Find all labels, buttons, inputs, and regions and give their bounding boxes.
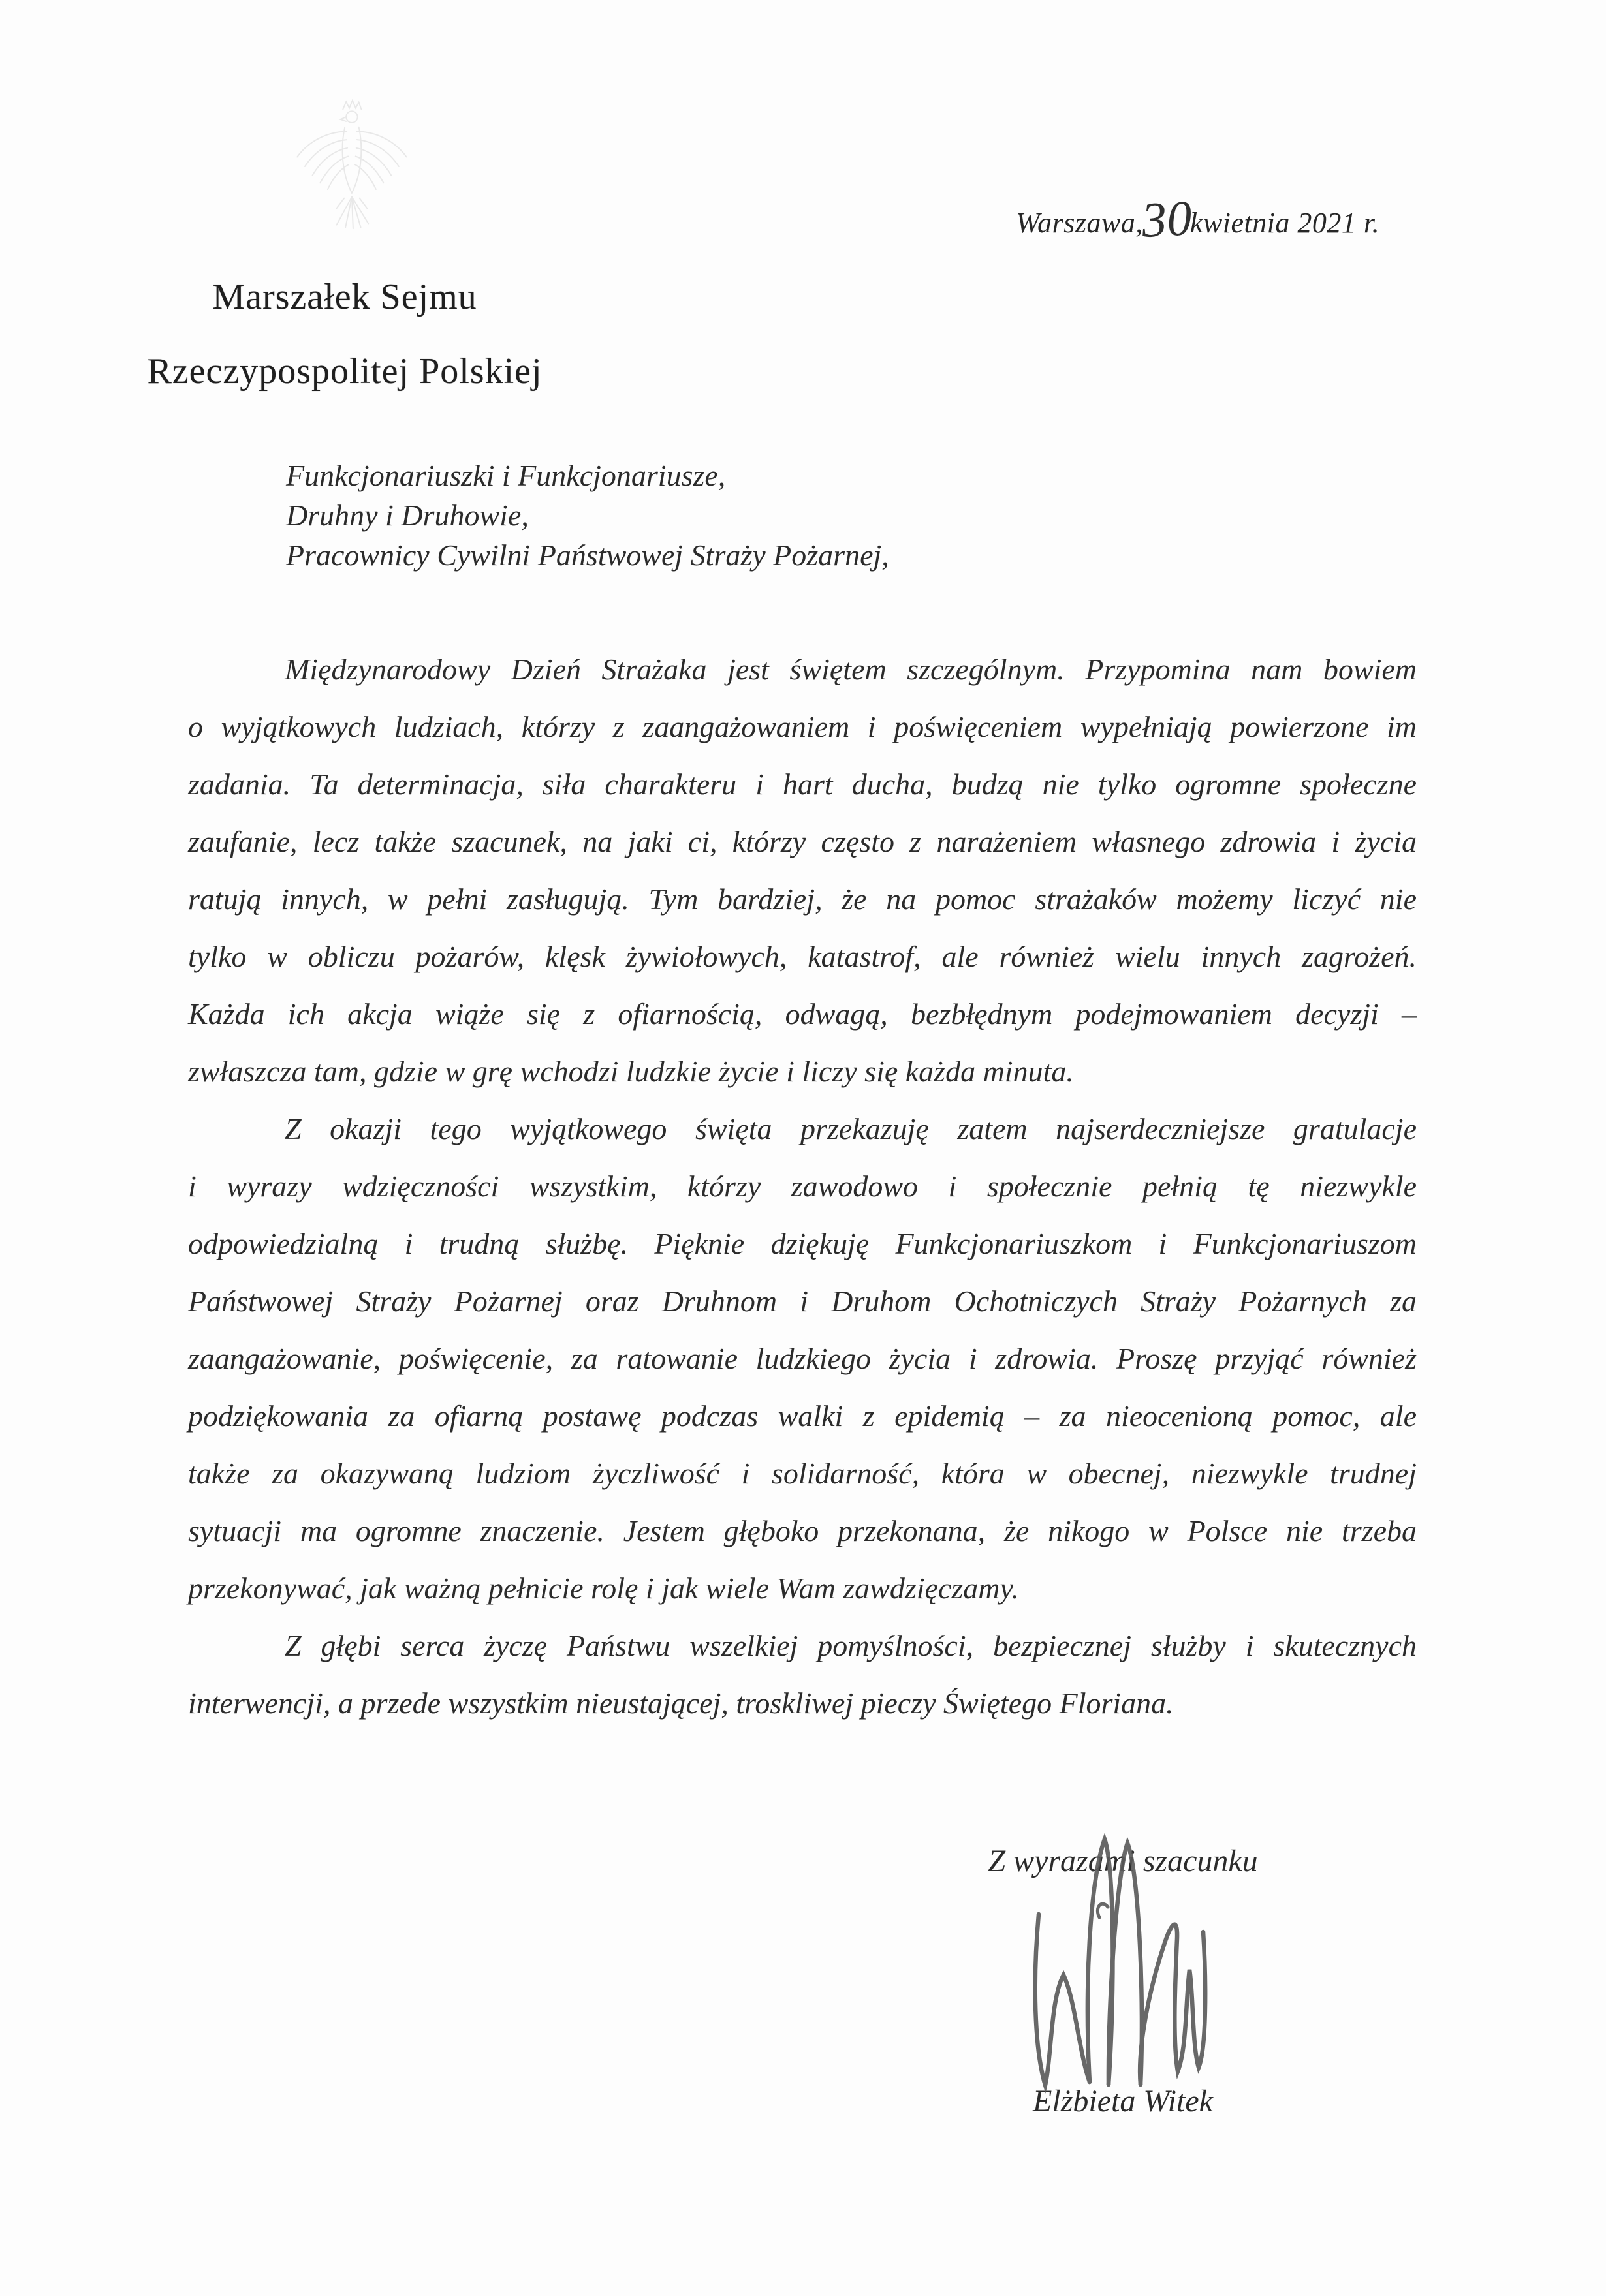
sender-title-line2: Rzeczypospolitej Polskiej: [147, 351, 543, 392]
sender-title-line1: Marszałek Sejmu: [212, 277, 477, 317]
dateline: [1016, 191, 1380, 248]
body-line: przekonywać, jak ważną pełnicie rolę i jak wiele Wam zawdzięczamy.: [188, 1572, 1019, 1605]
polish-eagle-watermark-icon: [282, 97, 418, 236]
closing-phrase: Z wyrazami szacunku: [988, 1844, 1258, 1878]
body-line: zadania. Ta determinacja, siła charakteru i hart ducha, budzą nie tylko ogromne społeczne: [188, 768, 1417, 801]
body-line: Międzynarodowy Dzień Strażaka jest świętem szczególnym. Przypomina nam bowiem: [285, 653, 1417, 686]
salutation-line: Funkcjonariuszki i Funkcjonariusze,: [286, 459, 726, 492]
body-line: także za okazywaną ludziom życzliwość i solidarność, która w obecnej, niezwykle trudnej: [188, 1457, 1417, 1490]
dateline-city: Warszawa,: [1016, 207, 1143, 239]
body-line: Państwowej Straży Pożarnej oraz Druhnom i Druhom Ochotniczych Straży Pożarnych za: [188, 1284, 1417, 1318]
letter-body: [188, 641, 1417, 1732]
body-line: odpowiedzialną i trudną służbę. Pięknie dziękuję Funkcjonariuszkom i Funkcjonariuszom: [188, 1227, 1417, 1260]
body-line: o wyjątkowych ludziach, którzy z zaangażowaniem i poświęceniem wypełniają powierzone im: [188, 710, 1417, 743]
salutation-line: Pracownicy Cywilni Państwowej Straży Pożarnej,: [286, 538, 889, 572]
body-line: sytuacji ma ogromne znaczenie. Jestem głęboko przekonana, że nikogo w Polsce nie trzeba: [188, 1514, 1417, 1547]
signatory-name: Elżbieta Witek: [1033, 2084, 1213, 2118]
handwritten-signature: [1016, 1833, 1212, 2100]
salutation: [286, 456, 889, 575]
body-line: zaufanie, lecz także szacunek, na jaki ci, którzy często z narażeniem własnego zdrowia i życia: [188, 825, 1417, 858]
body-line: podziękowania za ofiarną postawę podczas walki z epidemią – za nieocenioną pomoc, ale: [188, 1399, 1417, 1433]
body-line: Z głębi serca życzę Państwu wszelkiej pomyślności, bezpiecznej służby i skutecznych: [285, 1629, 1417, 1662]
body-line: Każda ich akcja wiąże się z ofiarnością, odwagą, bezbłędnym podejmowaniem decyzji –: [188, 997, 1417, 1031]
body-line: ratują innych, w pełni zasługują. Tym bardziej, że na pomoc strażaków możemy liczyć nie: [188, 882, 1417, 916]
sender-block: [131, 260, 559, 409]
body-line: interwencji, a przede wszystkim nieustającej, troskliwej pieczy Świętego Floriana.: [188, 1686, 1174, 1720]
body-line: Z okazji tego wyjątkowego święta przekazuję zatem najserdeczniejsze gratulacje: [285, 1112, 1417, 1145]
salutation-line: Druhny i Druhowie,: [286, 499, 529, 532]
body-line: zaangażowanie, poświęcenie, za ratowanie ludzkiego życia i zdrowia. Proszę przyjąć również: [188, 1342, 1417, 1375]
handwritten-day: 30: [1140, 191, 1193, 248]
body-line: i wyrazy wdzięczności wszystkim, którzy zawodowo i społecznie pełnią tę niezwykle: [188, 1170, 1417, 1203]
dateline-rest: kwietnia 2021 r.: [1189, 207, 1380, 239]
body-line: zwłaszcza tam, gdzie w grę wchodzi ludzkie życie i liczy się każda minuta.: [188, 1055, 1074, 1088]
body-line: tylko w obliczu pożarów, klęsk żywiołowych, katastrof, ale również wielu innych zagrożeń.: [188, 940, 1417, 973]
